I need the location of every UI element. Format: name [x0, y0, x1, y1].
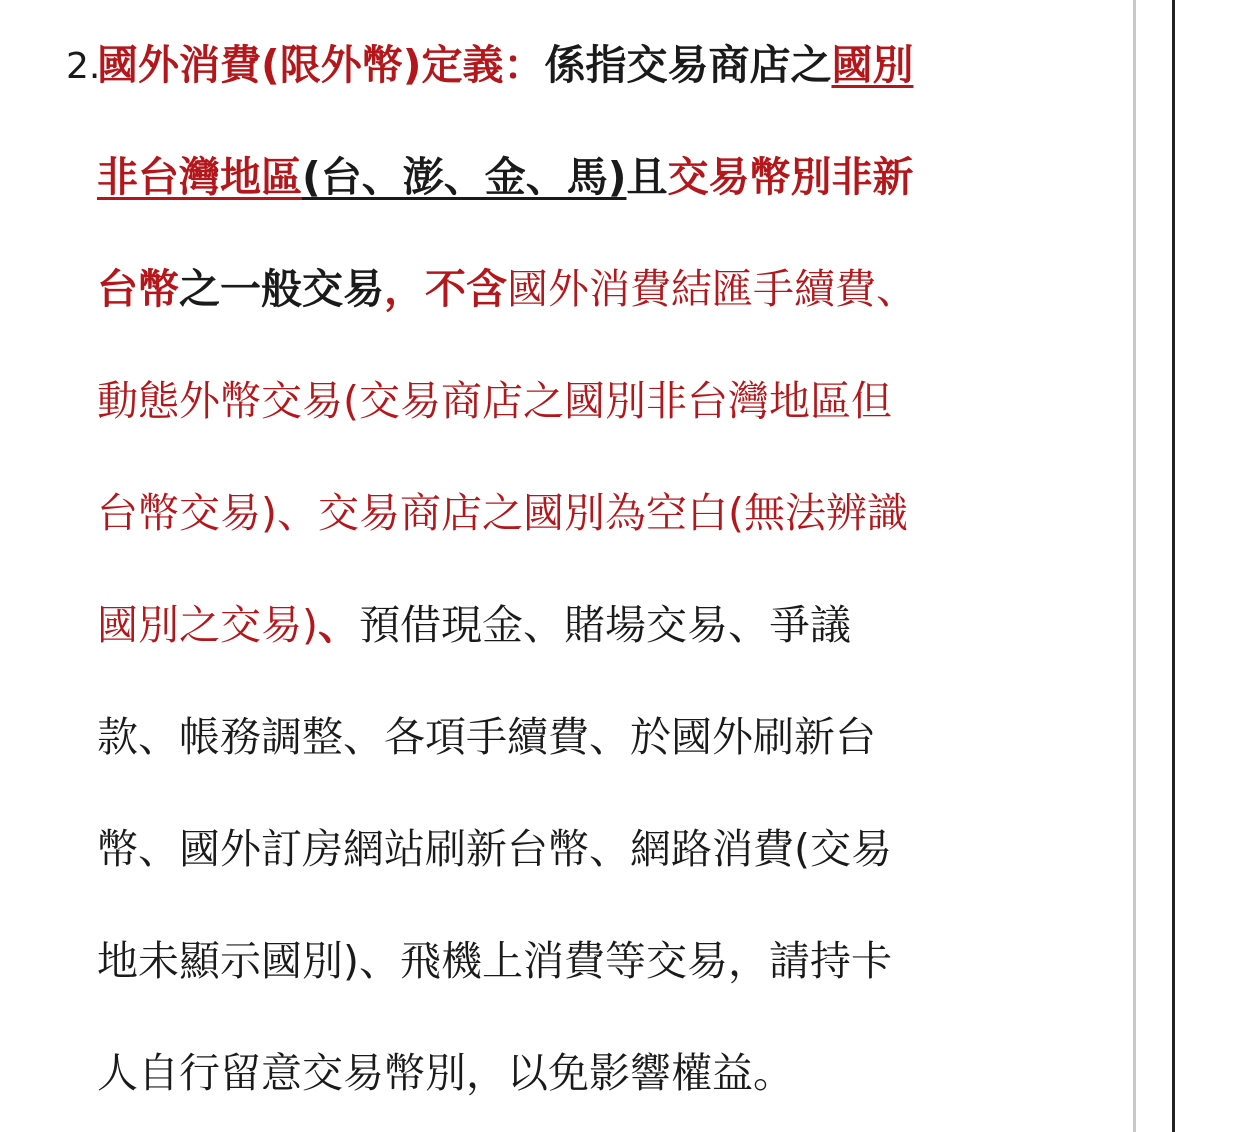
page-divider-gray — [1133, 0, 1136, 1132]
text-line-1 — [97, 37, 913, 93]
text-line-2 — [97, 149, 913, 205]
exclusion-text-end: 國別之交易) — [97, 601, 318, 649]
region-list: (台、澎、金、馬) — [302, 153, 627, 201]
emphasis-twd: 台幣 — [97, 265, 179, 313]
definition-intro: 係指交易商店之 — [544, 41, 832, 89]
definition-heading: 國外消費(限外幣)定義： — [97, 41, 545, 89]
text-line-9: 地未顯示國別)、飛機上消費等交易，請持卡 — [97, 937, 892, 985]
page-divider-black — [1172, 0, 1175, 1132]
text-line-5: 台幣交易)、交易商店之國別為空白(無法辨識 — [97, 489, 908, 537]
conjunction: 且 — [626, 153, 668, 201]
emphasis-country: 國別 — [831, 41, 914, 89]
text-line-7: 款、帳務調整、各項手續費、於國外刷新台 — [97, 713, 876, 761]
text-line-10: 人自行留意交易幣別，以免影響權益。 — [97, 1049, 794, 1097]
emphasis-currency: 交易幣別非新 — [667, 153, 914, 201]
exclusion-list: 預借現金、賭場交易、爭議 — [359, 601, 851, 649]
text-line-6 — [97, 597, 851, 653]
exclusion-text: 國外消費結匯手續費、 — [507, 265, 917, 313]
emphasis-excludes: 不含 — [425, 265, 507, 313]
list-item-number: 2. — [66, 46, 101, 87]
comma: ， — [384, 265, 425, 313]
text-line-4: 動態外幣交易(交易商店之國別非台灣地區但 — [97, 377, 892, 425]
text-line-3 — [97, 261, 917, 317]
enumeration-comma: 、 — [318, 601, 359, 649]
text-line-8: 幣、國外訂房網站刷新台幣、網路消費(交易 — [97, 825, 892, 873]
emphasis-non-taiwan: 非台灣地區 — [97, 153, 302, 201]
general-transaction: 之一般交易 — [179, 265, 384, 313]
